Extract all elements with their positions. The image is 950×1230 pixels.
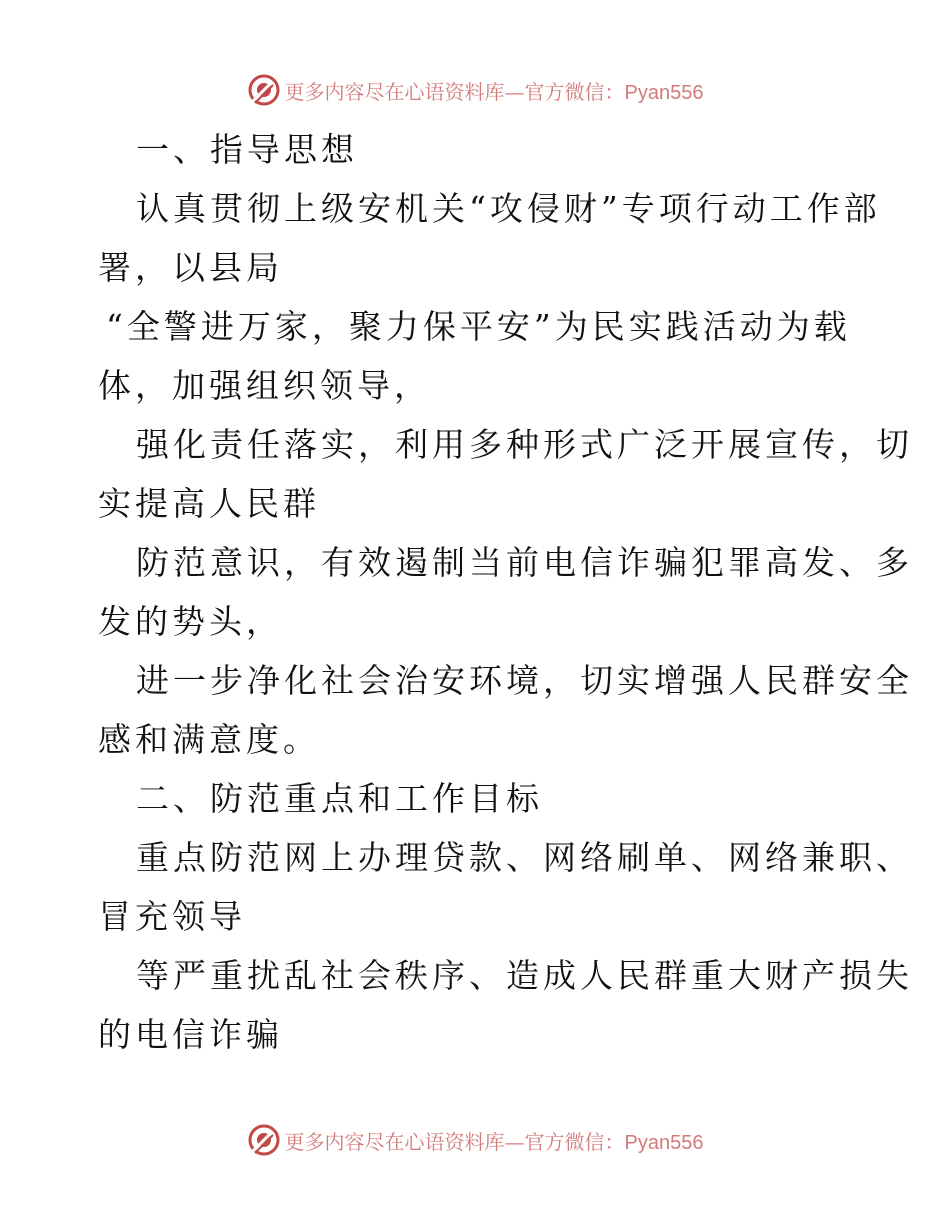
watermark-id: Pyan556	[624, 81, 704, 104]
paragraph-line: 实提高人民群	[98, 484, 320, 523]
heading-guiding-thought: 一、指导思想	[136, 130, 358, 169]
heading-prevention-focus: 二、防范重点和工作目标	[136, 779, 543, 818]
paragraph-line: 重点防范网上办理贷款、网络刷单、网络兼职、	[136, 838, 913, 877]
paragraph-line: 体，加强组织领导，	[98, 366, 431, 405]
paragraph-line: 冒充领导	[98, 897, 246, 936]
paragraph-line: 进一步净化社会治安环境，切实增强人民群安全	[136, 661, 913, 700]
watermark-id: Pyan556	[624, 1131, 704, 1154]
footer-watermark	[0, 1120, 950, 1160]
paragraph-line: 防范意识，有效遏制当前电信诈骗犯罪高发、多	[136, 543, 913, 582]
watermark-text: 更多内容尽在心语资料库—官方微信：Pyan556	[284, 1129, 704, 1154]
paragraph-line: 感和满意度。	[98, 720, 320, 759]
paragraph-line: 的电信诈骗	[98, 1015, 283, 1054]
paragraph-line: 认真贯彻上级安机关“攻侵财”专项行动工作部	[136, 189, 881, 228]
document-body	[98, 120, 913, 1064]
seal-logo-icon	[247, 1123, 281, 1157]
paragraph-line: 发的势头，	[98, 602, 283, 641]
paragraph-line: 署，以县局	[98, 248, 283, 287]
paragraph-line: 等严重扰乱社会秩序、造成人民群重大财产损失	[136, 956, 913, 995]
paragraph-line: 强化责任落实，利用多种形式广泛开展宣传，切	[136, 425, 913, 464]
paragraph-line: “全警进万家，聚力保平安”为民实践活动为载	[106, 307, 851, 346]
seal-logo-icon	[247, 73, 281, 107]
header-watermark	[0, 70, 950, 110]
watermark-text: 更多内容尽在心语资料库—官方微信：Pyan556	[284, 79, 704, 104]
